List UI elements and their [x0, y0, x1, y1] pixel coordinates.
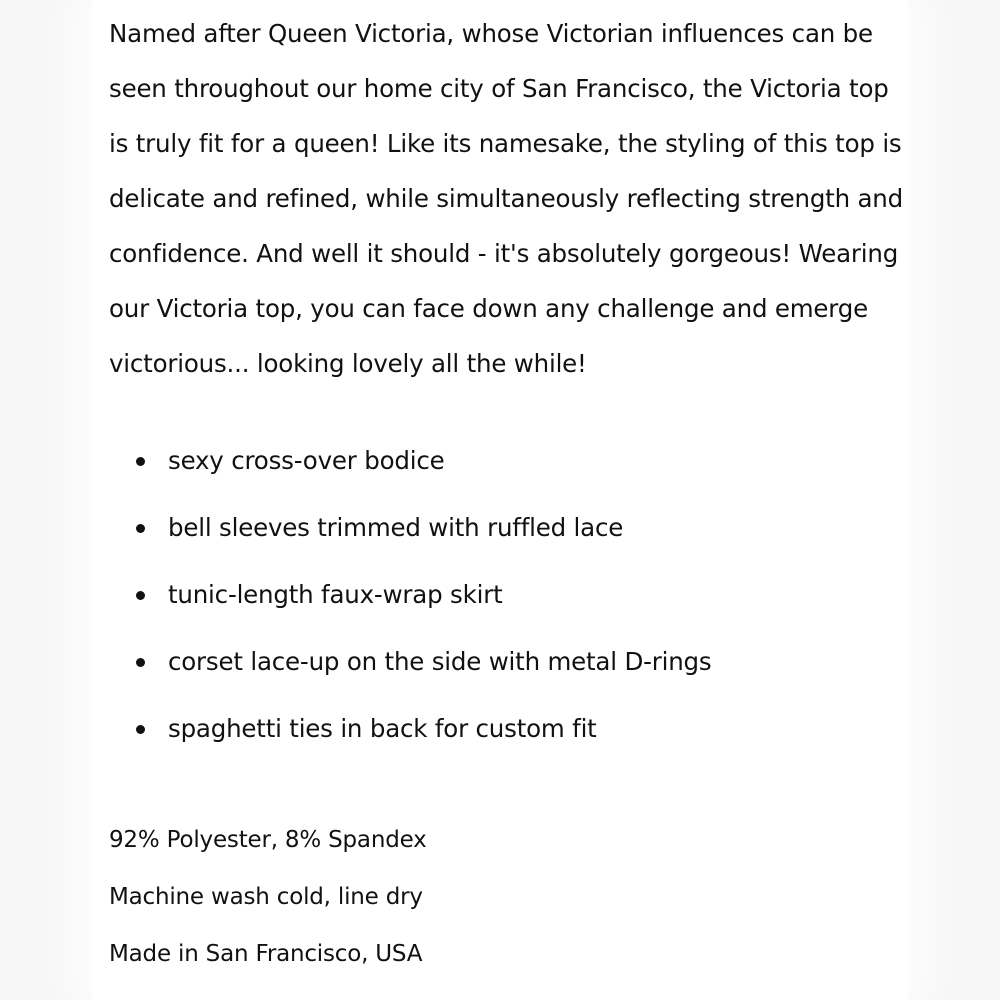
feature-list [109, 427, 869, 762]
list-item [109, 427, 869, 494]
bullet-icon [136, 725, 145, 734]
list-item [109, 494, 869, 561]
feature-text: tunic-length faux-wrap skirt [168, 580, 503, 609]
product-details [109, 0, 909, 967]
bullet-icon [136, 524, 145, 533]
material-spec: 92% Polyester, 8% Spandex [109, 827, 427, 853]
list-item [109, 561, 869, 628]
care-instructions: Machine wash cold, line dry [109, 884, 423, 910]
feature-text: corset lace-up on the side with metal D-rings [168, 647, 712, 676]
list-item [109, 695, 869, 762]
feature-text: sexy cross-over bodice [168, 446, 445, 475]
origin-spec: Made in San Francisco, USA [109, 941, 423, 967]
bullet-icon [136, 591, 145, 600]
list-item [109, 628, 869, 695]
bullet-icon [136, 457, 145, 466]
feature-text: spaghetti ties in back for custom fit [168, 714, 597, 743]
product-description: Named after Queen Victoria, whose Victorian influences can be seen throughout our home city of San Francisco, the Victoria top is truly fit for a queen! Like its namesake, the styling of this top is delicate and refined, while simultaneously reflecting strength and confidence. And well it should - it's absolutely gorgeous! Wearing our Victoria top, you can face down any challenge and emerge victorious... looking lovely all the while! [109, 19, 903, 378]
feature-text: bell sleeves trimmed with ruffled lace [168, 513, 624, 542]
product-specs [109, 812, 869, 983]
bullet-icon [136, 658, 145, 667]
